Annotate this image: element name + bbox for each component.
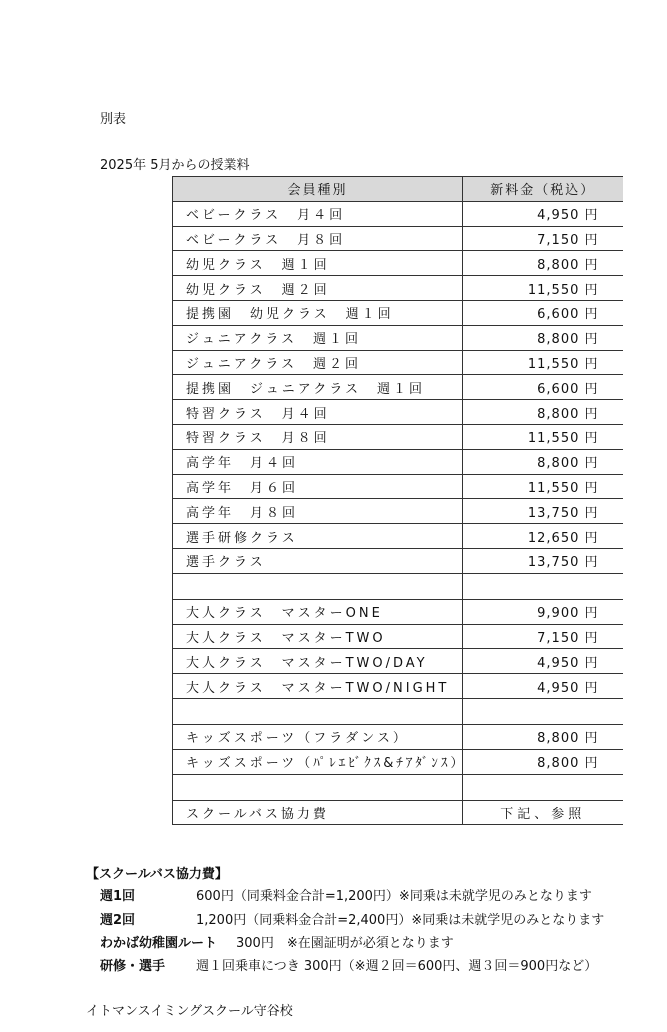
member-type-cell: 特習クラス 月４回 bbox=[173, 400, 463, 425]
fee-table-row bbox=[173, 649, 623, 674]
bus-fee-text: 1,200円（同乗料金合計=2,400円）※同乗は未就学児のみとなります bbox=[196, 913, 605, 928]
fee-table-row bbox=[173, 800, 623, 825]
fee-table-row bbox=[173, 674, 623, 699]
fee-table bbox=[172, 176, 623, 825]
fee-table-row bbox=[173, 300, 623, 325]
fee-cell: 7,150 円 bbox=[463, 624, 623, 649]
member-type-cell: キッズスポーツ（フラダンス） bbox=[173, 724, 463, 749]
member-type-cell: キッズスポーツ（ﾊﾟﾚｴﾋﾞｸｽ&ﾁｱﾀﾞﾝｽ） bbox=[173, 749, 463, 774]
bus-fee-label: わかば幼稚園ルート bbox=[100, 936, 218, 951]
fee-table-row bbox=[173, 276, 623, 301]
fee-cell: 12,650 円 bbox=[463, 524, 623, 549]
fee-table-row bbox=[173, 400, 623, 425]
fee-table-row bbox=[173, 325, 623, 350]
fee-table-row bbox=[173, 251, 623, 276]
member-type-cell: 大人クラス マスターTWO/DAY bbox=[173, 649, 463, 674]
fee-table-row bbox=[173, 375, 623, 400]
fee-cell: 11,550 円 bbox=[463, 276, 623, 301]
member-type-cell: 大人クラス マスターONE bbox=[173, 599, 463, 624]
fee-cell bbox=[463, 774, 623, 800]
fee-table-row bbox=[173, 774, 623, 800]
fee-table-row bbox=[173, 698, 623, 724]
bus-fee-text: 週１回乗車につき 300円（※週２回＝600円、週３回＝900円など） bbox=[196, 959, 598, 974]
fee-table-row bbox=[173, 724, 623, 749]
fee-table-row bbox=[173, 350, 623, 375]
member-type-cell bbox=[173, 573, 463, 599]
fee-table-caption: 2025年 5月からの授業料 bbox=[100, 158, 250, 173]
fee-table-row bbox=[173, 499, 623, 524]
fee-cell: 8,800 円 bbox=[463, 325, 623, 350]
fee-cell: 8,800 円 bbox=[463, 251, 623, 276]
fee-cell: 9,900 円 bbox=[463, 599, 623, 624]
fee-table-row bbox=[173, 449, 623, 474]
member-type-cell: 選手研修クラス bbox=[173, 524, 463, 549]
member-type-cell: 提携園 ジュニアクラス 週１回 bbox=[173, 375, 463, 400]
member-type-cell: 大人クラス マスターTWO/NIGHT bbox=[173, 674, 463, 699]
fee-cell bbox=[463, 698, 623, 724]
fee-table-row bbox=[173, 749, 623, 774]
fee-cell: 8,800 円 bbox=[463, 724, 623, 749]
bus-fee-text: 600円（同乗料金合計=1,200円）※同乗は未就学児のみとなります bbox=[196, 889, 592, 904]
fee-cell: 8,800 円 bbox=[463, 449, 623, 474]
fee-cell: 4,950 円 bbox=[463, 201, 623, 226]
member-type-cell bbox=[173, 774, 463, 800]
fee-table-row bbox=[173, 624, 623, 649]
fee-cell: 13,750 円 bbox=[463, 548, 623, 573]
member-type-cell: 高学年 月６回 bbox=[173, 474, 463, 499]
header-new-fee: 新料金（税込） bbox=[463, 177, 623, 202]
fee-cell: 4,950 円 bbox=[463, 674, 623, 699]
fee-table-row bbox=[173, 524, 623, 549]
bus-fee-text: 300円 ※在園証明が必須となります bbox=[236, 936, 454, 951]
member-type-cell: スクールバス協力費 bbox=[173, 800, 463, 825]
fee-table-row bbox=[173, 201, 623, 226]
page-heading: 別表 bbox=[100, 112, 127, 127]
header-member-type: 会員種別 bbox=[173, 177, 463, 202]
fee-cell: 13,750 円 bbox=[463, 499, 623, 524]
fee-table-row bbox=[173, 573, 623, 599]
member-type-cell bbox=[173, 698, 463, 724]
bus-fee-label: 週1回 bbox=[100, 889, 136, 904]
fee-table-header bbox=[173, 177, 623, 202]
member-type-cell: 幼児クラス 週２回 bbox=[173, 276, 463, 301]
fee-table-row bbox=[173, 599, 623, 624]
fee-cell: 8,800 円 bbox=[463, 400, 623, 425]
bus-fee-label: 週2回 bbox=[100, 913, 136, 928]
fee-table-row bbox=[173, 424, 623, 449]
fee-cell: 11,550 円 bbox=[463, 424, 623, 449]
fee-cell: 7,150 円 bbox=[463, 226, 623, 251]
member-type-cell: 高学年 月４回 bbox=[173, 449, 463, 474]
bus-fee-title: 【スクールバス協力費】 bbox=[86, 867, 228, 882]
fee-cell: 6,600 円 bbox=[463, 375, 623, 400]
fee-table-row bbox=[173, 548, 623, 573]
fee-cell: 4,950 円 bbox=[463, 649, 623, 674]
member-type-cell: ジュニアクラス 週１回 bbox=[173, 325, 463, 350]
member-type-cell: ジュニアクラス 週２回 bbox=[173, 350, 463, 375]
fee-cell: 8,800 円 bbox=[463, 749, 623, 774]
member-type-cell: 選手クラス bbox=[173, 548, 463, 573]
fee-table-row bbox=[173, 226, 623, 251]
member-type-cell: ベビークラス 月８回 bbox=[173, 226, 463, 251]
member-type-cell: 提携園 幼児クラス 週１回 bbox=[173, 300, 463, 325]
fee-table-row bbox=[173, 474, 623, 499]
school-name-footer: イトマンスイミングスクール守谷校 bbox=[86, 1004, 293, 1019]
fee-cell: 6,600 円 bbox=[463, 300, 623, 325]
member-type-cell: 高学年 月８回 bbox=[173, 499, 463, 524]
member-type-cell: 特習クラス 月８回 bbox=[173, 424, 463, 449]
member-type-cell: 幼児クラス 週１回 bbox=[173, 251, 463, 276]
fee-table-body bbox=[173, 201, 623, 825]
member-type-cell: 大人クラス マスターTWO bbox=[173, 624, 463, 649]
fee-cell bbox=[463, 573, 623, 599]
bus-fee-label: 研修・選手 bbox=[100, 959, 166, 974]
fee-cell: 11,550 円 bbox=[463, 350, 623, 375]
fee-cell: 下記、参照 bbox=[463, 800, 623, 825]
fee-cell: 11,550 円 bbox=[463, 474, 623, 499]
member-type-cell: ベビークラス 月４回 bbox=[173, 201, 463, 226]
